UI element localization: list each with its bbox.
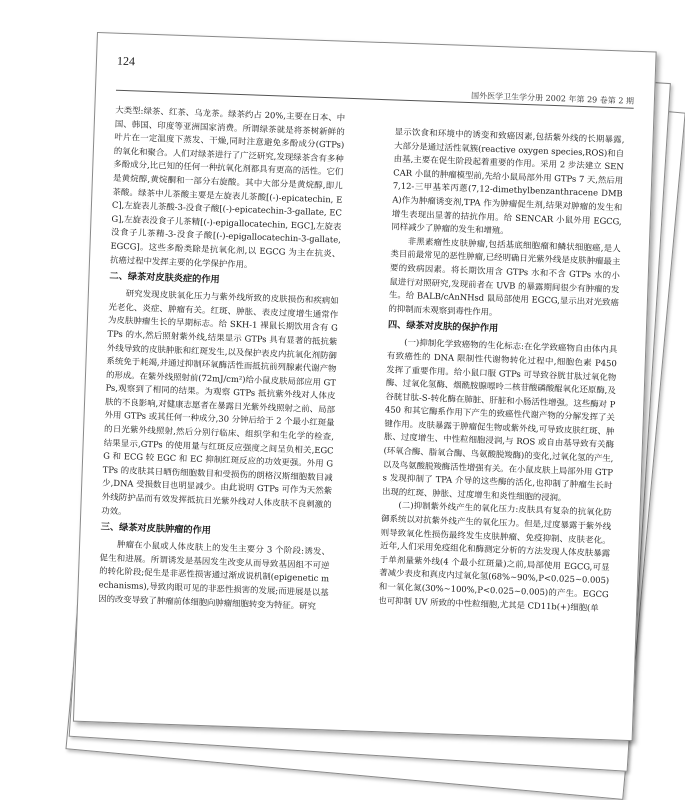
section-3-heading: 三、绿茶对皮肤肿瘤的作用 — [100, 521, 212, 537]
journal-header: 国外医学卫生学分册 2002 年第 29 卷第 2 期 — [470, 91, 635, 106]
right-paragraph-2: 非黑素瘤性皮肤肿瘤,包括基底细胞瘤和鳞状细胞癌,是人类目前最常见的恶性肿瘤,已经明确日光紫外线是皮肤肿瘤最主要的致病因素。将长期饮用含 GTPs 水和不含 GTPs 水的小鼠进行对照研究,发现前者在 UVB 的暴露期间很少有肿瘤的发生。给 BALB/cAnNHsd 鼠局部使用 EGCG,显示出对光致癌的抑制而未观察到毒性作用。 — [388, 235, 621, 317]
document-page — [73, 32, 657, 741]
section-2-paragraph: 研究发现皮肤氧化压力与紫外线所致的皮肤损伤和疾病如光老化、炎症、肿瘤有关。红斑、肿胀、表皮过度增生通常作为皮肤肿瘤生长的早期标志。给 SKH-1 裸鼠长期饮用含有 GTPs 的水,然后照射紫外线,结果显示 GTPs 具有显著的抵抗紫外线导致的皮肤肿胀和红斑发生,以及保护表皮内抗氧化剂防御系统免于耗竭,并通过抑制环氧酶活性而抵抗前列腺素代谢产物的形成。在紫外线照射前(72mJ/cm²)给小鼠皮肤局部应用 GTPs,观察到了相同的结果。为观察 GTPs 抵抗紫外线对人体皮肤的不良影响,对健康志愿者在暴露日光紫外线照射之前、局部外用 GTPs 或其任何一种成分,30 分钟后给于 2 个最小红斑量的日光紫外线照射,然后分别行临床、组织学和生化学的检查,结果显示,GTPs 的使用量与红斑反应强度之间呈负相关,EGCG 和 ECG 较 EGC 和 EC 抑制红斑反应的功效更强。外用 GTPs 的皮肤其日晒伤细胞数目和受损伤的朗格汉斯细胞数目减少,DNA 受损数目也明显减少。由此说明 GTPs 可作为天然紫外线防护品而有效发挥抵抗日光紫外线对人体皮肤不良刺激的功效。 — [101, 288, 339, 516]
left-column — [98, 104, 345, 614]
right-paragraph-1: 显示饮食和环境中的诱变和致癌因素,包括紫外线的长期暴露,大部分是通过活性氧簇(reactive oxygen species,ROS)和自由基,主要在促生阶段起着重要的作用。采用 2 步法建立 SENCAR 小鼠的肿瘤模型前,先给小鼠局部外用 GTPs 7 天,然后用 7,12-三甲基苯丙蒽(7,12-dimethylbenzanthracene DMBA)作为肿瘤诱变剂,TPA 作为肿瘤促生剂,结果对肿瘤的发生和增生表现出显著的拮抗作用。给 SENCAR 小鼠外用 EGCG,同样减少了肿瘤的发生和增殖。 — [391, 126, 625, 236]
page-number: 124 — [116, 53, 136, 69]
section-4-heading: 四、绿茶对皮肤的保护作用 — [387, 319, 499, 335]
subsection-2-paragraph: (二)抑制紫外线产生的氧化压力:皮肤具有复杂的抗氧化防御系统以对抗紫外线产生的氧化压力。但是,过度暴露于紫外线则导致氧化性损伤最终发生皮肤肿瘤、免疫抑制、皮肤老化。近年,人们采用免疫组化和酶测定分析的方法发现人体皮肤暴露于单剂量紫外线(4 个最小红斑量)之前,局部使用 EGCG,可显著减少表皮和真皮内过氧化氢(68%~90%,P<0.025~0.005)和一氧化氮(30%~100%,P<0.025~0.005)的产生。EGCG 也可抑制 UV 所致的中性粒细胞,尤其是 CD11b(+)细胞(单 — [378, 500, 612, 613]
right-column — [378, 125, 625, 615]
page-header — [116, 48, 635, 94]
section-3-paragraph: 肿瘤在小鼠或人体皮肤上的发生主要分 3 个阶段:诱发、促生和进展。所谓诱发是基因发生改变从而导致基因组不可逆的转化阶段;促生是非恶性损害通过渐成说机制(epigenetic mechanisms),导致肉眼可见的非恶性损害的发展;而进展是以基因的改变导致了肿瘤前体细胞向肿瘤细胞转变为特征。研究 — [98, 539, 331, 611]
section-2-heading: 二、绿茶对皮肤炎症的作用 — [109, 270, 220, 286]
intro-paragraph: 大类型:绿茶、红茶、乌龙茶。绿茶约占 20%,主要在日本、中国、韩国、印度等亚洲国家消费。所谓绿茶就是将茶树新鲜的叶片在一定温度下蒸发、干燥,同时注意避免多酚成分(GTPs)的氧化和聚合。人们对绿茶进行了广泛研究,发现绿茶含有多种多酚成分,比已知的任何一种抗氧化剂都具有更高的活性。它们是黄烷醇,黄烷酮和一部分右旋酸。其中大部分是黄烷醇,即儿茶酸。绿茶中儿茶酸主要是左旋表儿茶酸[(-)-epicatechin, EC],左旋表儿茶酸-3-没食子酸[(-)-epicatechin-3-gallate, ECG],左旋表没食子儿茶精[(-)-epigallocatechin, EGC],左旋表没食子儿茶精-3-没食子酸[(-)-epigallocatechin-3-gallate, EGCG]。这些多酚类除是抗氧化剂,以 EGCG 为主在抗炎、抗癌过程中发挥主要的化学保护作用。 — [109, 104, 346, 270]
subsection-1-paragraph: (一)抑制化学致癌物的生化标志:在化学致癌物自由体内具有致癌性的 DNA 限制性代谢物转化过程中,细胞色素 P450 发挥了重要作用。给小鼠口服 GTPs 可导致谷胱甘肽过氧化物酶、过氧化氢酶、烟酰胺腺嘌呤二核苷酸磷酸醌氧化还原酶,及谷胱甘肽-S-转化酶在肺脏、肝脏和小肠活性增强。这些酶对 P450 和其它酶系作用下产生的致癌性代谢产物的分解发挥了关键作用。皮肤暴露于肿瘤促生物或紫外线,可导致皮肤红斑、肿胀、过度增生、中性粒细胞浸润,与 ROS 或自由基导致有关酶(环氧合酶、脂氧合酶、鸟氨酸脱羧酶)的变化,过氧化氢的产生,以及鸟氨酸脱羧酶活性增强有关。在小鼠皮肤上局部外用 GTPs 发现抑制了 TPA 介导的这些酶的活化,也抑制了肿瘤生长时出现的红斑、肿胀、过度增生和炎性细胞的浸润。 — [381, 337, 618, 503]
